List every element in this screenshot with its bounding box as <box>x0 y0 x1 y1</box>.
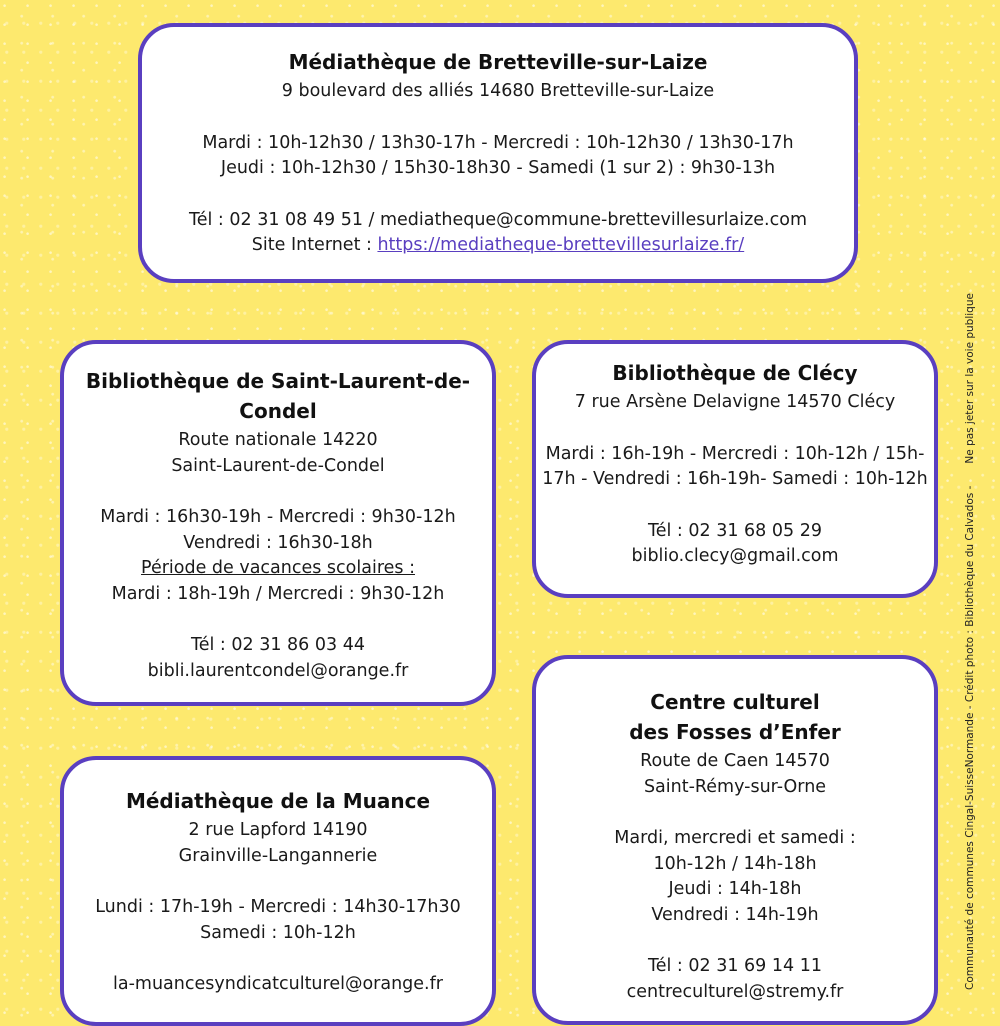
title-line: Centre culturel <box>650 690 820 714</box>
card-muance <box>60 756 496 1026</box>
phone: Tél : 02 31 86 03 44 <box>191 635 365 655</box>
card-title: Médiathèque de la Muance <box>125 789 431 813</box>
email: la-muancesyndicatculturel@orange.fr <box>113 974 443 994</box>
address: Saint-Laurent-de-Condel <box>171 455 385 476</box>
card-title: Bibliothèque de Clécy <box>612 361 858 385</box>
address: Grainville-Langannerie <box>178 845 378 866</box>
title-line: des Fosses d’Enfer <box>629 720 841 744</box>
hours: Samedi : 10h-12h <box>200 922 356 943</box>
hours: Jeudi : 14h-18h <box>668 879 802 899</box>
address: Route de Caen 14570 <box>640 751 830 771</box>
title-line: Condel <box>239 399 317 423</box>
email: biblio.clecy@gmail.com <box>631 546 839 566</box>
website-link[interactable]: https://mediatheque-brettevillesurlaize.fr/ <box>377 235 745 255</box>
email: bibli.laurentcondel@orange.fr <box>147 660 409 681</box>
hours: Mardi, mercredi et samedi : <box>614 828 856 848</box>
hours: Vendredi : 14h-19h <box>651 904 819 925</box>
hours: Mardi : 16h30-19h - Mercredi : 9h30-12h <box>100 507 456 527</box>
card-clecy <box>532 340 938 598</box>
contact: Tél : 02 31 08 49 51 / mediatheque@commune-brettevillesurlaize.com <box>189 209 807 230</box>
card-saint-laurent <box>60 340 496 706</box>
credit-text: Communauté de communes Cingal-SuisseNormande - Crédit photo : Bibliothèque du Calvados - <box>964 485 976 990</box>
card-title <box>64 366 492 426</box>
hours: Lundi : 17h-19h - Mercredi : 14h30-17h30 <box>95 897 461 917</box>
credit-strip <box>962 210 978 990</box>
disposal-notice: Ne pas jeter sur la voie publique <box>964 293 976 464</box>
email: centreculturel@stremy.fr <box>626 981 844 1002</box>
hours: 10h-12h / 14h-18h <box>653 853 817 874</box>
holidays-hours: Mardi : 18h-19h / Mercredi : 9h30-12h <box>111 583 445 604</box>
card-fosses <box>532 655 938 1025</box>
address: Saint-Rémy-sur-Orne <box>643 776 827 797</box>
holidays-label: Période de vacances scolaires : <box>141 558 415 578</box>
website-label: Site Internet : <box>251 235 378 255</box>
hours: Vendredi : 16h30-18h <box>183 532 373 553</box>
hours: 17h - Vendredi : 16h-19h- Samedi : 10h-12h <box>542 469 928 489</box>
hours: Mardi : 16h-19h - Mercredi : 10h-12h / 15h- <box>545 443 925 464</box>
title-line: Bibliothèque de Saint-Laurent-de- <box>85 369 471 393</box>
address: 9 boulevard des alliés 14680 Bretteville-sur-Laize <box>281 81 715 101</box>
card-title <box>536 687 934 747</box>
address: Route nationale 14220 <box>178 430 378 450</box>
card-bretteville <box>138 23 858 283</box>
phone: Tél : 02 31 69 14 11 <box>648 956 822 976</box>
address: 7 rue Arsène Delavigne 14570 Clécy <box>574 392 896 412</box>
hours: Jeudi : 10h-12h30 / 15h30-18h30 - Samedi (1 sur 2) : 9h30-13h <box>220 158 776 178</box>
hours: Mardi : 10h-12h30 / 13h30-17h - Mercredi : 10h-12h30 / 13h30-17h <box>202 132 794 153</box>
card-title: Médiathèque de Bretteville-sur-Laize <box>288 50 708 74</box>
address: 2 rue Lapford 14190 <box>188 820 368 840</box>
website-line <box>142 233 854 259</box>
phone: Tél : 02 31 68 05 29 <box>648 520 822 541</box>
